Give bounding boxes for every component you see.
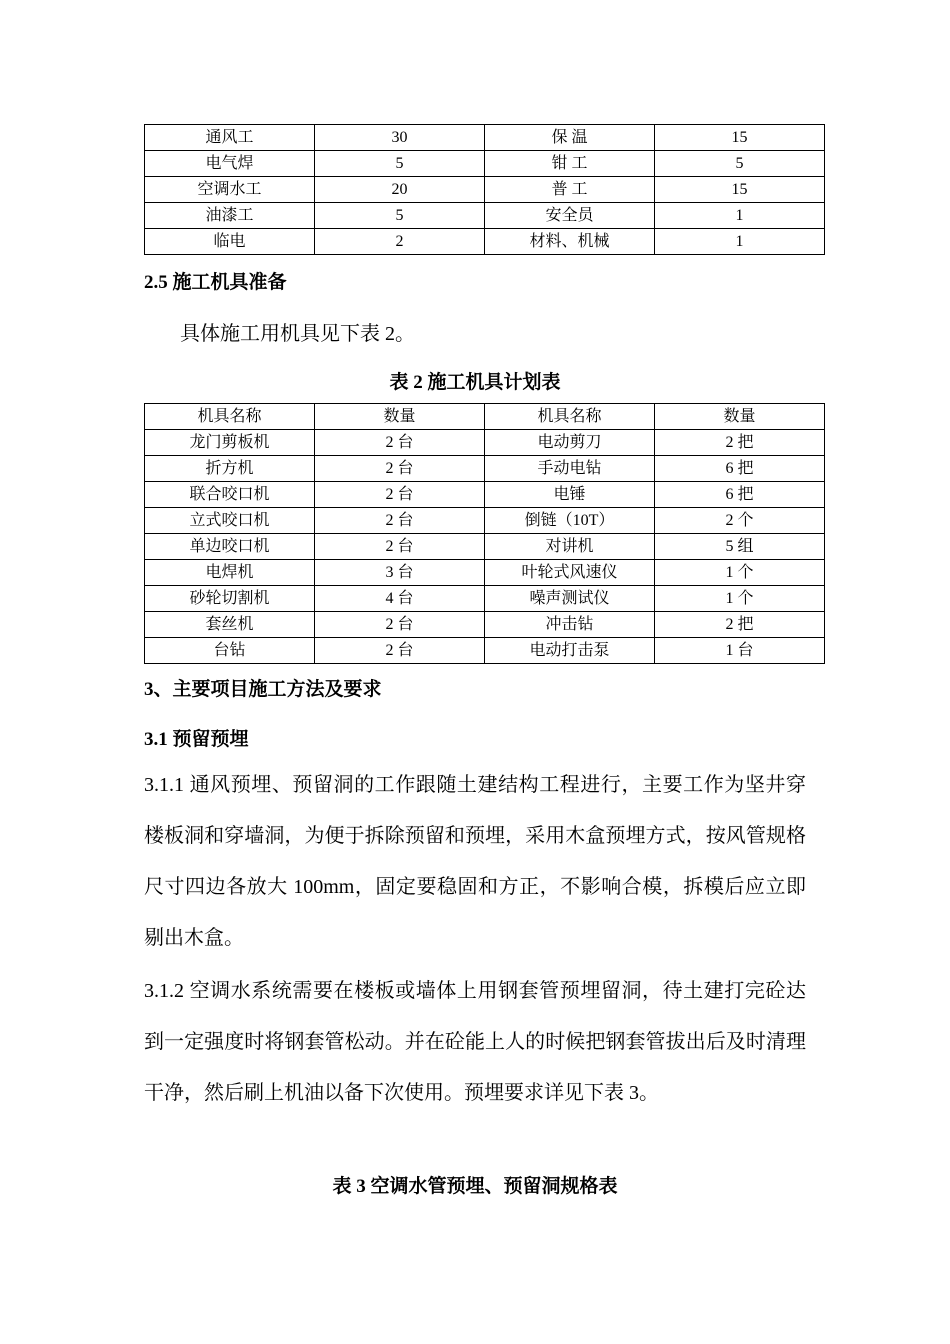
- table-cell: 2 台: [315, 508, 485, 534]
- table-cell: 冲击钻: [485, 612, 655, 638]
- table-cell: 3 台: [315, 560, 485, 586]
- table-cell: 台钻: [145, 638, 315, 664]
- table-row: [145, 125, 825, 151]
- table-cell: 1 个: [655, 586, 825, 612]
- table-cell: 6 把: [655, 456, 825, 482]
- table-cell: 临电: [145, 229, 315, 255]
- table-cell: 5: [315, 203, 485, 229]
- table-cell: 1 个: [655, 560, 825, 586]
- section-3-1-heading: 3.1 预留预埋: [144, 729, 249, 750]
- table-cell: 2 台: [315, 482, 485, 508]
- table-cell: 手动电钻: [485, 456, 655, 482]
- table-row: [145, 560, 825, 586]
- column-header: 机具名称: [485, 404, 655, 430]
- table-cell: 安全员: [485, 203, 655, 229]
- table-cell: 2 把: [655, 612, 825, 638]
- table-row: [145, 508, 825, 534]
- table-cell: 15: [655, 177, 825, 203]
- table-cell: 倒链（10T）: [485, 508, 655, 534]
- table-row: [145, 482, 825, 508]
- table-cell: 2 把: [655, 430, 825, 456]
- table-cell: 空调水工: [145, 177, 315, 203]
- equipment-table: [144, 403, 825, 664]
- table-cell: 单边咬口机: [145, 534, 315, 560]
- table-cell: 电动剪刀: [485, 430, 655, 456]
- table-cell: 对讲机: [485, 534, 655, 560]
- table-cell: 5 组: [655, 534, 825, 560]
- table-header-row: [145, 404, 825, 430]
- table-cell: 2 个: [655, 508, 825, 534]
- section-2-5-heading: 2.5 施工机具准备: [144, 272, 287, 293]
- table-cell: 普 工: [485, 177, 655, 203]
- labor-table: [144, 124, 825, 255]
- table-cell: 5: [655, 151, 825, 177]
- table-cell: 龙门剪板机: [145, 430, 315, 456]
- table-cell: 钳 工: [485, 151, 655, 177]
- table-cell: 4 台: [315, 586, 485, 612]
- table-cell: 1: [655, 203, 825, 229]
- table-cell: 30: [315, 125, 485, 151]
- table-row: [145, 430, 825, 456]
- table-cell: 2: [315, 229, 485, 255]
- paragraph-3-1-2: 3.1.2 空调水系统需要在楼板或墙体上用钢套管预埋留洞，待土建打完砼达到一定强度时将钢套管松动。并在砼能上人的时候把钢套管拔出后及时清理干净，然后刷上机油以备下次使用。预埋要求详见下表 3。: [144, 980, 806, 1104]
- table-row: [145, 638, 825, 664]
- table-cell: 5: [315, 151, 485, 177]
- table-cell: 2 台: [315, 534, 485, 560]
- table-row: [145, 177, 825, 203]
- table-cell: 电焊机: [145, 560, 315, 586]
- table-row: [145, 203, 825, 229]
- table2-caption: 表 2 施工机具计划表: [389, 372, 561, 393]
- table-row: [145, 456, 825, 482]
- table-cell: 叶轮式风速仪: [485, 560, 655, 586]
- table-cell: 套丝机: [145, 612, 315, 638]
- table-cell: 立式咬口机: [145, 508, 315, 534]
- table-cell: 砂轮切割机: [145, 586, 315, 612]
- table-cell: 1: [655, 229, 825, 255]
- table-cell: 油漆工: [145, 203, 315, 229]
- table-row: [145, 534, 825, 560]
- table-cell: 电动打击泵: [485, 638, 655, 664]
- table-cell: 15: [655, 125, 825, 151]
- table-cell: 20: [315, 177, 485, 203]
- column-header: 机具名称: [145, 404, 315, 430]
- table-row: [145, 586, 825, 612]
- table3-caption: 表 3 空调水管预埋、预留洞规格表: [332, 1176, 618, 1197]
- section-2-5-intro: 具体施工用机具见下表 2。: [180, 323, 415, 345]
- table-cell: 联合咬口机: [145, 482, 315, 508]
- table-cell: 折方机: [145, 456, 315, 482]
- table-row: [145, 151, 825, 177]
- table-row: [145, 229, 825, 255]
- paragraph-3-1-1: 3.1.1 通风预埋、预留洞的工作跟随土建结构工程进行，主要工作为坚井穿楼板洞和穿墙洞，为便于拆除预留和预埋，采用木盒预埋方式，按风管规格尺寸四边各放大 100mm，固定要稳固和方正，不影响合模，拆模后应立即剔出木盒。: [144, 774, 806, 949]
- table-cell: 2 台: [315, 638, 485, 664]
- table-cell: 通风工: [145, 125, 315, 151]
- table-cell: 2 台: [315, 612, 485, 638]
- table-cell: 2 台: [315, 430, 485, 456]
- table-cell: 2 台: [315, 456, 485, 482]
- column-header: 数量: [315, 404, 485, 430]
- table-row: [145, 612, 825, 638]
- section-3-heading: 3、主要项目施工方法及要求: [144, 679, 382, 700]
- table-cell: 材料、机械: [485, 229, 655, 255]
- table-cell: 保 温: [485, 125, 655, 151]
- table-cell: 噪声测试仪: [485, 586, 655, 612]
- table-cell: 电气焊: [145, 151, 315, 177]
- table-cell: 1 台: [655, 638, 825, 664]
- table-cell: 电锤: [485, 482, 655, 508]
- column-header: 数量: [655, 404, 825, 430]
- table-cell: 6 把: [655, 482, 825, 508]
